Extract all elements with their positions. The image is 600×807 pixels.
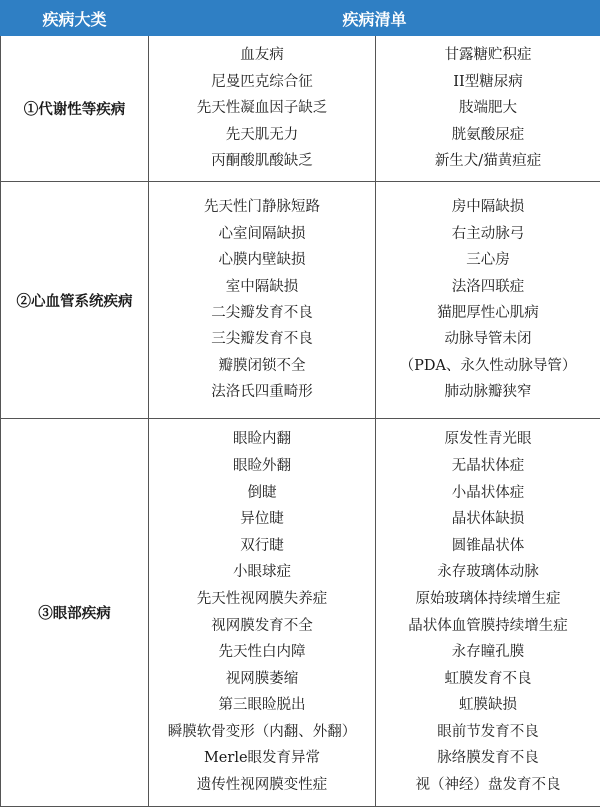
- disease-list-left-cell: [149, 419, 376, 807]
- disease-item: 尼曼匹克综合征: [149, 69, 375, 95]
- disease-item: 小晶状体症: [376, 480, 600, 507]
- disease-item: 动脉导管未闭: [376, 326, 600, 352]
- table-row: [1, 36, 600, 182]
- disease-item: 三心房: [376, 247, 600, 273]
- disease-list-left-cell: [149, 36, 376, 182]
- disease-list-right-cell: [376, 419, 600, 807]
- disease-item: 晶状体血管膜持续增生症: [376, 613, 600, 640]
- disease-item: 永存瞳孔膜: [376, 639, 600, 666]
- table-row: [1, 182, 600, 419]
- disease-item: 眼睑内翻: [149, 426, 375, 453]
- disease-item: II型糖尿病: [376, 69, 600, 95]
- disease-item: （PDA、永久性动脉导管）: [376, 353, 600, 379]
- category-cell: ③眼部疾病: [1, 419, 149, 807]
- disease-item: 血友病: [149, 42, 375, 68]
- disease-list: [149, 426, 375, 798]
- disease-item: 视网膜发育不全: [149, 613, 375, 640]
- disease-item: 右主动脉弓: [376, 221, 600, 247]
- disease-item: 室中隔缺损: [149, 274, 375, 300]
- disease-item: 原始玻璃体持续增生症: [376, 586, 600, 613]
- header-disease-list: 疾病清单: [149, 1, 600, 36]
- disease-item: 二尖瓣发育不良: [149, 300, 375, 326]
- disease-item: 瓣膜闭锁不全: [149, 353, 375, 379]
- disease-item: 心室间隔缺损: [149, 221, 375, 247]
- disease-item: 三尖瓣发育不良: [149, 326, 375, 352]
- disease-item: 晶状体缺损: [376, 506, 600, 533]
- disease-item: 圆锥晶状体: [376, 533, 600, 560]
- disease-item: 先天性凝血因子缺乏: [149, 95, 375, 121]
- disease-item: 虹膜缺损: [376, 692, 600, 719]
- disease-item: 视网膜萎缩: [149, 666, 375, 693]
- disease-item: 新生犬/猫黄疸症: [376, 148, 600, 174]
- disease-item: 法洛氏四重畸形: [149, 379, 375, 405]
- disease-item: 先天性视网膜失养症: [149, 586, 375, 613]
- disease-item: 房中隔缺损: [376, 194, 600, 220]
- disease-item: 丙酮酸肌酸缺乏: [149, 148, 375, 174]
- disease-item: 先天性门静脉短路: [149, 194, 375, 220]
- disease-list: [376, 426, 600, 798]
- disease-item: 遗传性视网膜变性症: [149, 772, 375, 799]
- disease-item: 倒睫: [149, 480, 375, 507]
- disease-list: [376, 194, 600, 405]
- disease-item: 肢端肥大: [376, 95, 600, 121]
- disease-item: 无晶状体症: [376, 453, 600, 480]
- disease-item: 先天性白内障: [149, 639, 375, 666]
- disease-item: 猫肥厚性心肌病: [376, 300, 600, 326]
- disease-item: 异位睫: [149, 506, 375, 533]
- disease-item: 法洛四联症: [376, 274, 600, 300]
- category-cell: ①代谢性等疾病: [1, 36, 149, 182]
- disease-item: 脉络膜发育不良: [376, 745, 600, 772]
- disease-list-left-cell: [149, 182, 376, 419]
- table-row: [1, 419, 600, 807]
- disease-item: Merle眼发育异常: [149, 745, 375, 772]
- disease-list-right-cell: [376, 36, 600, 182]
- disease-item: 视（神经）盘发育不良: [376, 772, 600, 799]
- disease-item: 小眼球症: [149, 559, 375, 586]
- disease-item: 虹膜发育不良: [376, 666, 600, 693]
- disease-item: 甘露糖贮积症: [376, 42, 600, 68]
- disease-item: 瞬膜软骨变形（内翻、外翻）: [149, 719, 375, 746]
- disease-list: [149, 42, 375, 174]
- disease-item: 先天肌无力: [149, 122, 375, 148]
- disease-item: 原发性青光眼: [376, 426, 600, 453]
- disease-item: 眼睑外翻: [149, 453, 375, 480]
- disease-list-right-cell: [376, 182, 600, 419]
- header-category: 疾病大类: [1, 1, 149, 36]
- header-row: [1, 1, 600, 36]
- disease-item: 第三眼睑脱出: [149, 692, 375, 719]
- disease-item: 心膜内壁缺损: [149, 247, 375, 273]
- disease-item: 永存玻璃体动脉: [376, 559, 600, 586]
- disease-item: 双行睫: [149, 533, 375, 560]
- category-cell: ②心血管系统疾病: [1, 182, 149, 419]
- disease-item: 肺动脉瓣狭窄: [376, 379, 600, 405]
- disease-item: 眼前节发育不良: [376, 719, 600, 746]
- disease-item: 胱氨酸尿症: [376, 122, 600, 148]
- disease-list: [149, 194, 375, 405]
- disease-list: [376, 42, 600, 174]
